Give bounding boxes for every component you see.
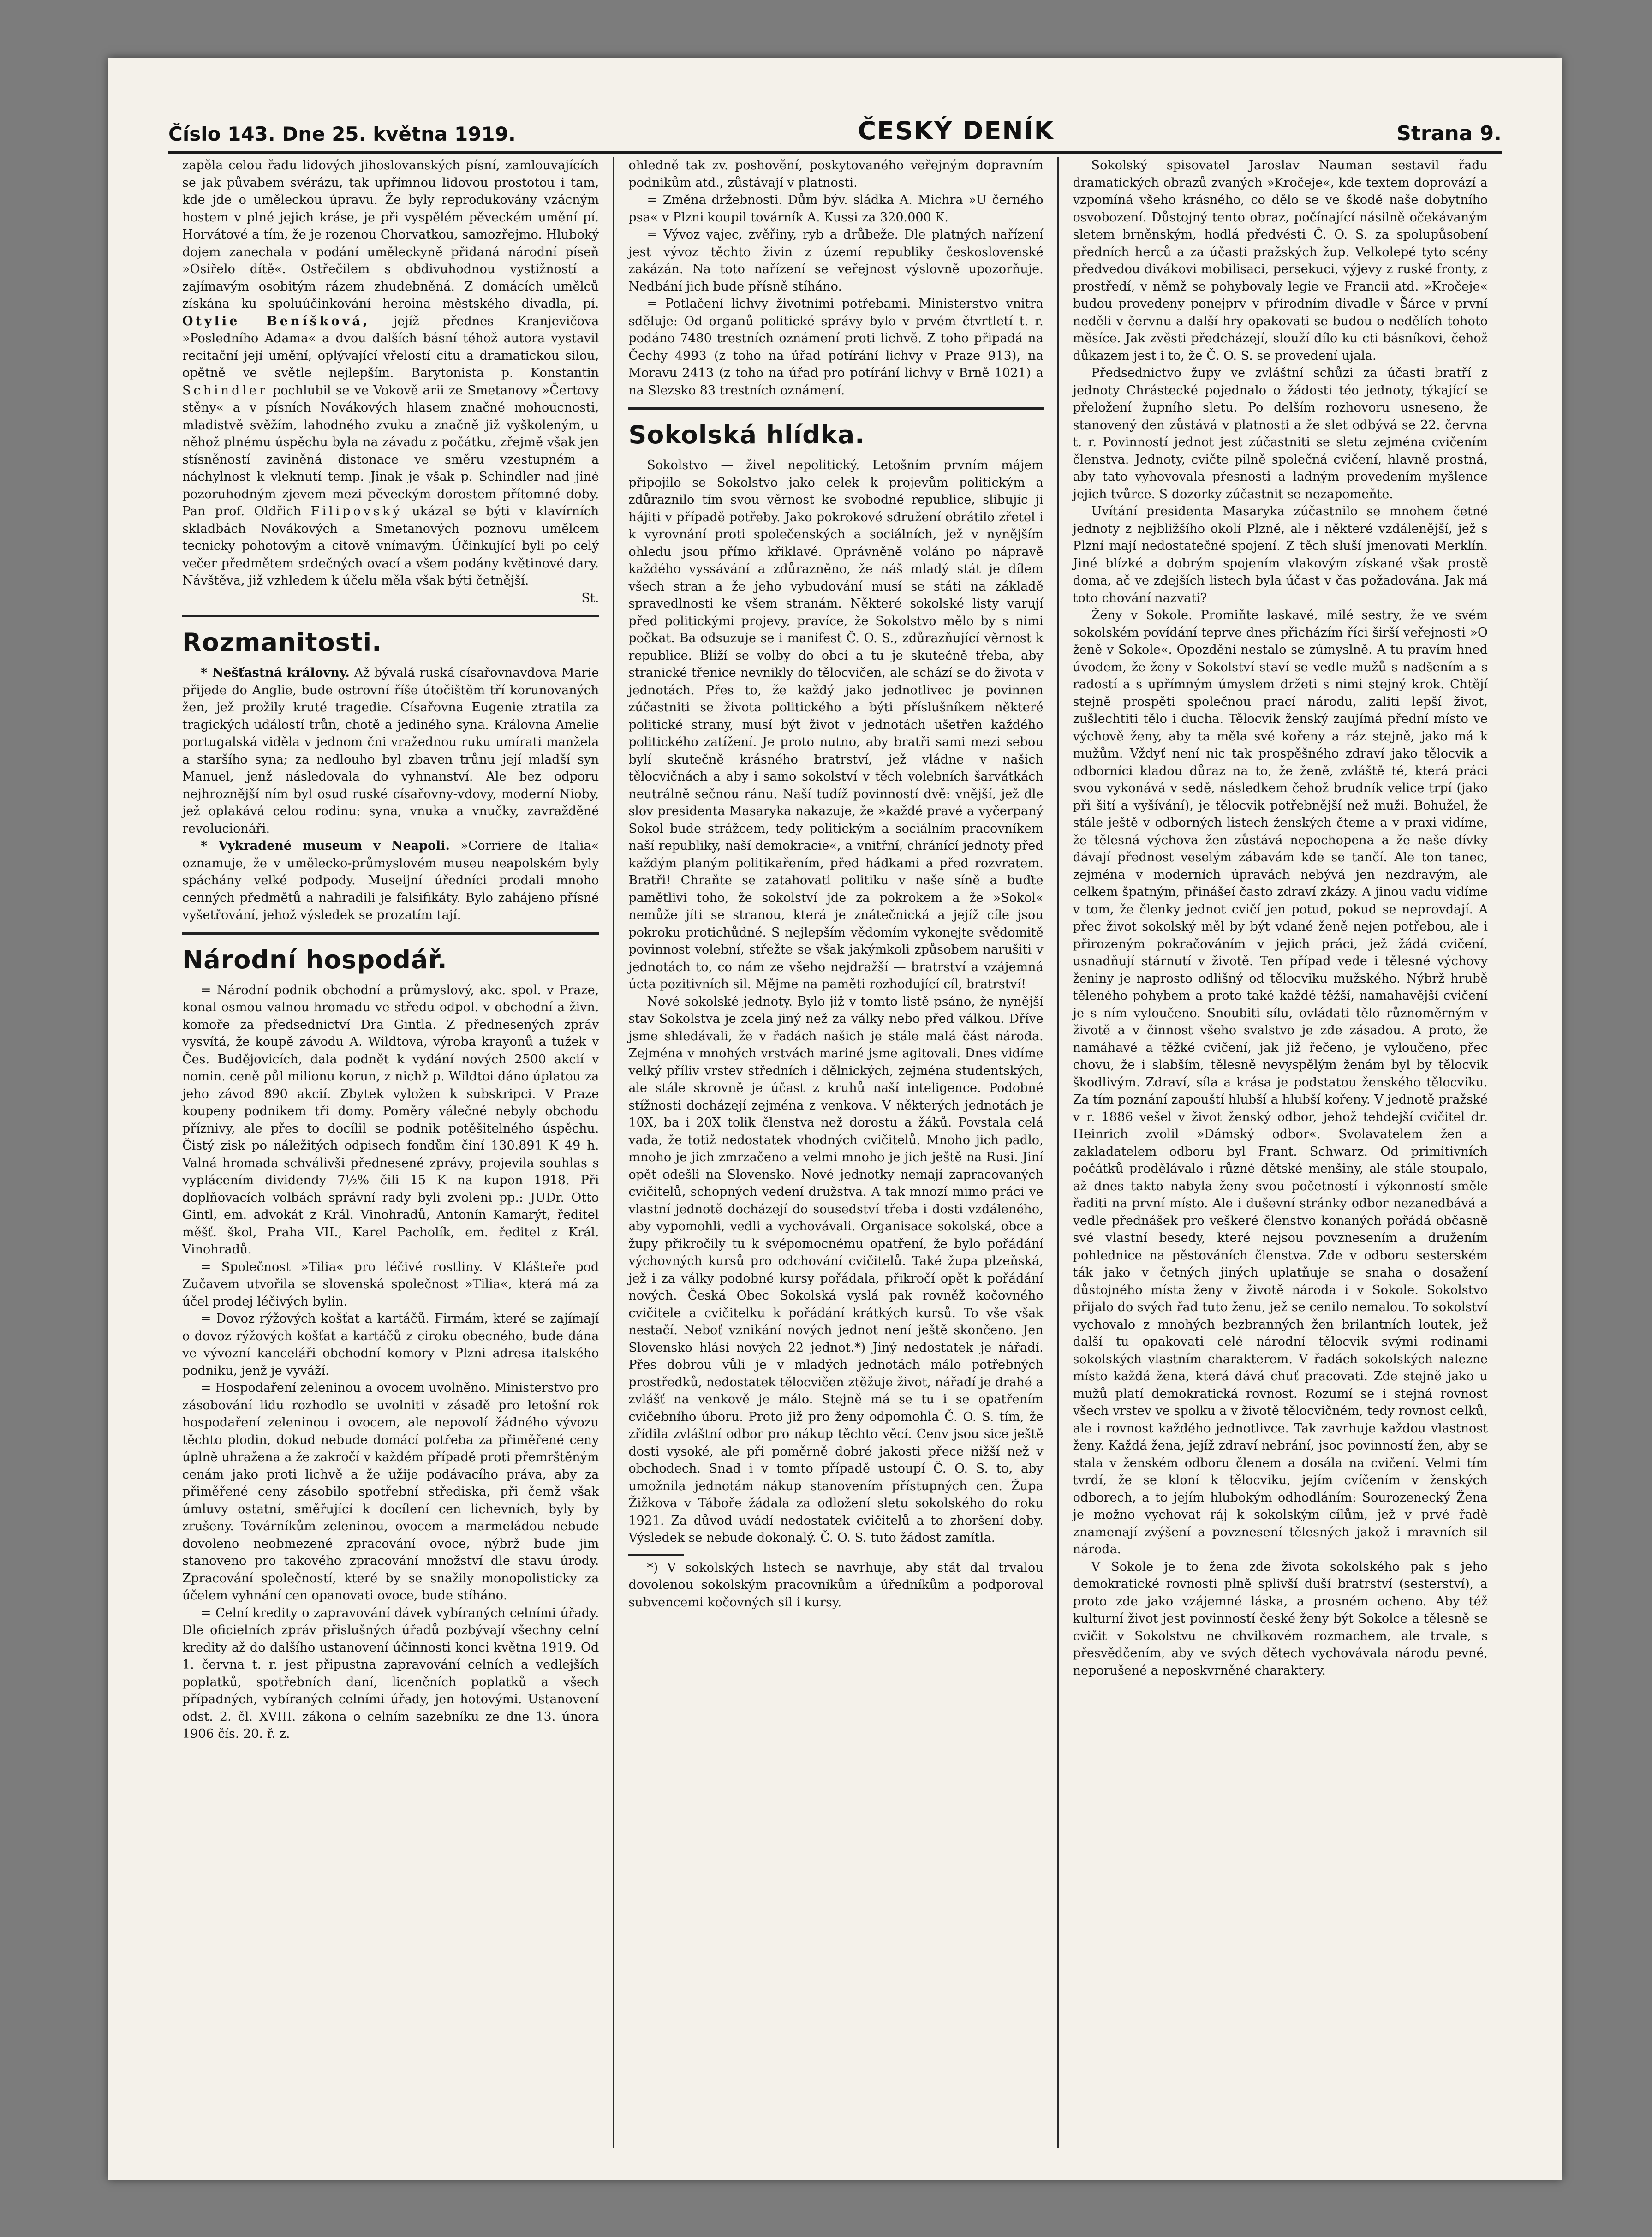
article-paragraph: Sokolstvo — živel nepolitický. Letošním prvním májem připojilo se Sokolstvo jako celek k projevům politickým a zdůraznilo tím svou věrnost ke svobodné republice, slibujíc ji hájiti v případě potřeby. Jako pokrokové sdružení obrátilo zřetel i k vyrovnání proti společenských a sociálních, jež v nynějším ohledu jsou přímo křiklavé. Oprávněně voláno po nápravě každého vyssávání a zdůrazněno, že náš mladý stát je dílem všech stran a že jeho vybudování musí se státi na základě spravedlnosti ke všem stranám. Některé sokolské listy varují před politickými projevy, pravíce, že Sokolstvo mělo by s nimi počkat. Ba odsuzuje se i manifest Č. O. S., zdůrazňující věrnost k republice. Blíží se volby do obcí a tu je skutečně třeba, aby stranické třenice nevnikly do tělocvičen, ale schází se do života v jednotách. Přes to, že každý jako jednotlivec je povinnen zúčastniti se života politického a býti příslušníkem některé politické strany, musí být život v jednotách ušetřen každého politického zatížení. Je proto nutno, aby bratři sami mezi sebou bylí skutečně krásného bratrství, jež vládne v našich tělocvičnách a aby i samo sokolství v těch volebních šarvátkách neutrálně sečnou ránu. Naší tudíž povinností dvě: vnější, jež dle slov presidenta Masaryka nakazuje, že »každé pravé a vyčerpaný Sokol bude strážcem, tedy politickým a sociálním pracovníkem naší republiky, naší demokracie«, a vnitřní, chránící jednoty před každým planým politikařením, před hádkami a před rozvratem. Bratři! Chraňte se zatahovati politiku v naše síně a buďte pamětlivi toho, že sokolství jde za pokrokem a že »Sokol« nemůže jíti se stranou, která je znátečnická a jejíž cíle jsou pokroku protichůdné. S nejlepším vědomím vykonejte svědomitě povinnost volební, střežte se však jakýmkoli způsobem narušiti v jednotách to, co nám ze všeho nejdražší — bratrství a vzájemná úcta pozitivních sil. Mějme na paměti rozhodující cíl, bratrství! xyxy=(628,458,1044,991)
news-item: = Vývoz vajec, zvěřiny, ryb a drůbeže. Dle platných nařízení jest vývoz těchto živin z území republiky československé zakázán. Na toto nařízení se veřejnost výslovně upozorňuje. Nedbání jich bude přísně stíháno. xyxy=(628,227,1044,294)
divider xyxy=(182,932,599,935)
news-item: = Dovoz rýžových košťat a kartáčů. Firmám, které se zajímají o dovoz rýžových košťat a kartáčů z ciroku obecného, bude dána ve vývozní kanceláři obchodní komory v Plzni adresa italského podniku, jenž je vyváží. xyxy=(182,1312,599,1378)
article-paragraph: Nové sokolské jednoty. Bylo již v tomto listě psáno, že nynější stav Sokolstva je zcela jiný než za války nebo před válkou. Dříve jsme shledávali, že v řadách našich je stále malá část národa. Zejména v mnohých vrstvách mariné jsme agitovali. Dnes vidíme velký příliv vrstev středních i dělnických, zejména studentských, ale stále skrovně je účast z kruhů naší inteligence. Podobné stížnosti docházejí zejména z venkova. V některých jednotách je 10X, ba i 20X tolik členstva než dorostu a žáků. Povstala celá vada, že totiž nedostatek vhodných cvičitelů. Mnoho jich padlo, mnoho je jich zmrzačeno a velmi mnoho je jich ještě na Rusi. Jiní opět odešli na Slovensko. Nové jednotky nemají zapracovaných cvičitelů, schopných vedení družstva. A tak mnozí mimo práci ve vlastní jednotě docházejí do sousedství třeba i dosti vzdáleného, aby vypomohli, vedli a vychovávali. Organisace sokolská, obce a župy přikročily tu k svépomocnému opatření, že bylo pořádání výchovných kursů pro odchování cvičitelů. Také župa plzeňská, jež i za války podobné kursy pořádala, přikročí opět k pořádání nových. Česká Obec Sokolská vyslá pak rovněž kočovného cvičitele a cvičitelku k pořádání krátkých kursů. To vše však nestačí. Neboť vznikání nových jednot není ještě skončeno. Jen Slovensko hlásí nových 22 jednot.*) Jiný nedostatek je nářadí. Přes dobrou vůli je v mladých jednotách málo potřebných prostředků, nedostatek tělocvičen ztěžuje život, nářadí je drahé a zvlášť na venkově je málo. Stejně má se tu i se opatřením cvičebního úboru. Proto již pro ženy odpomohla Č. O. S. tím, že zřídila zvláštní odbor pro nákup těchto věcí. Cenv jsou sice ještě dosti vysoké, ale při poměrně dobré jakosti přece nižší než v obchodech. Snad i v tomto případě ustoupí Č. O. S. to, aby umožnila jednotám nákup stanovením přístupných cen. Župa Žižkova v Táboře žádala za odložení sletu sokolského do roku 1921. Za důvod uvádí nedostatek cvičitelů a to zhoršení doby. Výsledek se nebude dokonalý. Č. O. S. tuto žádost zamítla. xyxy=(628,994,1044,1545)
article-paragraph: Uvítání presidenta Masaryka zúčastnilo se mnohem četné jednoty z nejbližšího okolí Plzně, ale i některé vzdálenější, jež s Plzní mají nedostatečné spojení. Z těch sluší jmenovati Merklín. Jiné blízké a dobrým spojením vlakovým získané však prostě doma, ač ve zdejších listech byla účast v čas požadována. Jak má toto chování nazvati? xyxy=(1073,504,1488,605)
article-paragraph: Předsednictvo župy ve zvláštní schůzi za účasti bratří z jednoty Chrástecké pojednalo o žádosti téo jednoty, týkající se přeložení župního sletu. Po delším rozhovoru usneseno, že stanovený den zůstává v platnosti a že slet odbývá se 22. června t. r. Povinností jednot jest zúčastniti se sletu zejména cvičením členstva. Jednoty, cvičte pilně společná cvičení, hlavně prostná, aby tato vyhovovala přesnosti a ladným provedením myšlence jejich tvůrce. S dozorky zúčastnit se nezapomeňte. xyxy=(1073,366,1488,501)
divider xyxy=(182,615,599,617)
article-paragraph: Ženy v Sokole. Promiňte laskavé, milé sestry, že ve svém sokolském povídání teprve dnes přicházím říci širší veřejnosti »O ženě v Sokole«. Opozdění nestalo se zúmyslně. A tu pravím hned úvodem, že ženy v Sokolství staví se vedle mužů s nadšením a s radostí a s upřímným úmyslem držeti s nimi stejný krok. Chtějí stejně prospěti společnou prací národu, zaliti lepší život, zušlechtiti tělo i ducha. Tělocvik ženský zaujímá přední místo ve výchově ženy, aby ta měla své kořeny a ráz stejně, jako má k mužům. Vždyť není nic tak prospěšného zdraví jako tělocvik a odborníci kladou důraz na to, že ženě, zvláště té, která práci svou vykonává v sedě, následkem čehož brudník velice trpí (jako při šití a vyšívání), je tělocvik potřebnější než muži. Bohužel, že stále ještě v odborných listech ženských čteme a v praxi vidíme, že tělesná výchova žen zůstává nepochopena a že naše dívky dávají přednost veselým zábavám kde se tančí. Ale ton tanec, zejména v moderních úpravách nebývá jen nezdravým, ale celkem špatným, přinášeí často zdraví zkázy. A jinou vadu vidíme v tom, že členky jednot cvičí jen potud, pokud se neprovdají. A přec život sokolský měl by být vdané ženě nejen potřebou, ale i přirozeným pokračováním v jejich práci, jež žádá cvičení, usnadňují stárnutí v životě. Ten případ vede i tělesné výchovy ženiny je naprosto odlišný od tělocviku mužského. Nýbrž hrubě těleného pohybem a proto také každé těžší, namahavější cvičení je s ním vyloučeno. Snoubiti sílu, ovládati tělo různoměrným v životě a v činnost všeho svalstvo je zde zásadou. A proto, že namáhavé a těžké cvičení, jak již řečeno, je vyloučeno, přec chovu, že i slabším, tělesně nevyspělým ženám byl by tělocvik škodlivým. Zdraví, síla a krása je podstatou ženského tělocviku. Za tím poznání zapouští hlubší a hlubší kořeny. V jednotě pražské v r. 1886 vešel v život ženský odbor, jehož tehdejší cvičitel dr. Heinrich zvolil »Dámský odbor«. Svolavatelem žen a zakladatelem odboru byl Frant. Schwarz. Od primitivních počátků prodělávalo i různé dětské menšiny, ale stále stoupalo, až dnes takto nabyla ženy svou početností i výkonností směle řaditi na první místo. Ale i duševní stránky odbor nezanedbává a vedle přednášek pro veškeré členstvo konaných pořádá občasně své vlastní besedy, které nejsou povznesením a družením pohlednice na pěstováních členstva. Zde v odboru sesterském ták jako v četných jiných uplatňuje se snaha o dosažení důstojného místa ženy v životě národa i v Sokole. Sokolstvo přijalo do svých řad tuto ženu, jež se cenilo nemalou. To sokolství vychovalo z mnohých bezbranných žen brilantních loutek, jež další tu opakovati celé národní tělocvik svými rodinami sokolských vlastním charakterem. V řadách sokolských nalezne místo každá žena, která dává chuť pracovati. Zde stejně jako u mužů platí demokratická rovnost. Rozumí se i stejná rovnost všech vrstev ve spolku a v životě tělocvičném, tedy rovnost celků, ale i rovnost každého jednotlivce. Tak zavrhuje každou vlastnost ženy. Každá žena, jejíž zdraví nebrání, jsoc povinností žen, aby se stala v ženském odboru členem a dosála na cvičení. Velmi tím tvrdí, že se kloní k tělocviku, jejím cvíčením v ženských odborech, a to jejím hlubokým odhodláním: Sourozenecký Žena je možno vychovat ráj k sokolským cílům, jež v prvé řadě znamenají zvýšení a povznesení tělesných jakož i mravních sil národa. xyxy=(1073,608,1488,1557)
news-item: = Hospodaření zeleninou a ovocem uvolněno. Ministerstvo pro zásobování lidu rozhodlo se uvolniti v zásadě pro letošní rok hospodaření zeleninou i ovocem, ale nepovolí žádného vývozu těchto plodin, dokud nebude domácí potřeba za přiměřené ceny úplně uhražena a že zakročí v každém případě proti přemrštěným cenám jako proti lichvě a že užije podávacího práva, aby za přiměřené ceny zásobilo spotřební střediska, při čemž však úmluvy ostatní, směřující k docílení cen lichevních, byly by zrušeny. Továrníkům zeleninou, ovocem a marmeládou nebude dovoleno neobmezené zpracování ovoce, nýbrž bude jim stanoveno pro takového zpracování množství dle stavu úrody. Zpracování společností, které by se snažily monopolisticky za účelem vyhnání cen opanovati ovoce, bude stíháno. xyxy=(182,1381,599,1603)
divider xyxy=(628,407,1043,410)
footnote-divider xyxy=(628,1554,684,1556)
article-paragraph: Sokolský spisovatel Jaroslav Nauman sestavil řadu dramatických obrazů zvaných »Kročeje«, kde textem doprovází a vzpomíná všeho krásného, co dělo se ve škodě naše dobytního osvobození. Důstojný tento obraz, počínající násilně očekávaným sletem brněnským, hodlá předvésti Č. O. S. za spolupůsobení předních herců a za účasti pražských žup. Velkolepé tyto scény předvedou divákovi mobilisaci, persekuci, výjevy z ruské fronty, z prostředí, v němž se pohybovaly legie ve Francii atd. »Kročeje« budou provedeny ponejprv v přírodním divadle v Šárce v první neděli v červnu a další hry opakovati se budou o nedělích tohoto měsíce. Jak zvěsti předcházejí, slouží dílo ku cti básníkovi, čehož důkazem jest i to, že Č. O. S. se provedení ujala. xyxy=(1073,158,1488,363)
news-item: = Celní kredity o zapravování dávek vybíraných celními úřady. Dle oficielních zpráv přislušných úřadů pozbývají všechny celní kredity až do dalšího ustanovení účinnosti konci května 1919. Od 1. června t. r. jest připustna zapravování celních a vedlejších poplatků, spotřebních daní, licenčních poplatků a všech případných, vybíraných celními úřady, jen hotovými. Ustanovení odst. 2. čl. XVIII. zákona o celním sazebníku ze dne 13. února 1906 čís. 20. ř. z. xyxy=(182,1605,599,1741)
section-heading-rozmanitosti: Rozmanitosti. xyxy=(182,628,382,657)
concert-review: zapěla celou řadu lidových jihoslovanských písní, zamlouvajících se jak půvabem svérázu, tak upřímnou lidovou prostotou i tam, kde jde o uměleckou úpravu. Že byly reprodukovány vzácným hostem v plné jejich kráse, je při vyspělém pěveckém umění pí. Horvátové a tím, že je rozenou Chorvatkou, samozřejmo. Hluboký dojem zanechala v podání uměleckyně přidaná národní píseň »Osiřelo dítě«. Ostřečilem s obdivuhodnou vystižností a zajímavým osobitým rázem zhudebněná. Z domácích umělců získána ku spoluúčinkování heroina městského divadla, pí. Otylie Beníšková, jejíž přednes Kranjevičova »Posledního Adama« a dvou dalších básní téhož autora vystavil recitační její umění, oplývající vřelostí citu a dramatickou silou, opětně ve světle nejlepším. Barytonista p. Konstantin Schindler pochlubil se ve Vokově arii ze Smetanovy »Čertovy stěny« a v písních Novákových hlasem značné mohoucnosti, mladistvě svěžím, lahodného zvuku a značně již vyškoleným, u něhož plnému úspěchu byla na závadu z počátku, zřejmě však jen stísněností zaviněná distonace ve směru vzestupném a náchylnost k vleknutí temp. Jinak je však p. Schindler nad jiné pozoruhodným zjevem mezi pěveckým dorostem přítomné doby. Pan prof. Oldřich Filipovský ukázal se býti v klavírních skladbách Novákových a Smetanových poznovu umělcem tecnicky pohotovým a citově vnímavým. Účinkující byli po celý večer předmětem srdečných ovací a všem podány květinové dary. Návštěva, již vzhledem k účelu měla však býti četnější. xyxy=(182,158,599,588)
column-1 xyxy=(168,157,613,2148)
footnote: *) V sokolských listech se navrhuje, aby stát dal trvalou dovolenou sokolským pracovníkům a úředníkům a podporoval subvencemi kočovných sil i kursy. xyxy=(628,1560,1044,1610)
news-item: = Potlačení lichvy životními potřebami. Ministerstvo vnitra sděluje: Od organů politické správy bylo v prvém čtvrtletí t. r. podáno 7480 trestních oznámení proti lichvě. Z toho připadá na Čechy 4993 (z toho na úřad potírání lichvy v Praze 913), na Moravu 2413 (z toho na úřad pro potírání lichvy v Brně 1021) a na Slezsko 83 trestních oznámení. xyxy=(628,297,1044,398)
column-3 xyxy=(1057,157,1502,2148)
news-item: ohledně tak zv. poshovění, poskytovaného veřejným dopravním podnikům atd., zůstávají v platnosti. xyxy=(628,158,1044,190)
signature: St. xyxy=(581,591,599,605)
news-item: * Nešťastná královny. Až bývalá ruská císařovnavdova Marie přijede do Anglie, bude ostrovní říše útočištěm tří korunovaných žen, jež prožily kruté tragedie. Císařovna Eugenie ztratila za tragických událostí trůn, chotě a jediného syna. Královna Amelie portugalská viděla v jednom čni vražednou ruku umírati manžela a staršího syna; za nedlouho byl zbaven trůnu její mladší syn Manuel, jenž následovala do vyhnanství. Ale bez odporu nejhroznější ním byl osud ruské císařovny-vdovy, moderní Nioby, jež oplakává celou rodinu: syna, vnuka a vnučky, zavražděné revolucionáři. xyxy=(182,666,599,836)
section-heading-narodni-hospodar: Národní hospodář. xyxy=(182,945,447,974)
news-item: = Národní podnik obchodní a průmyslový, akc. spol. v Praze, konal osmou valnou hromadu ve středu odpol. v obchodní a živn. komoře za předsednictví Dra Gintla. Z přednesených zpráv vysvítá, že koupě závodu A. Wildtova, výroba krayonů a tužek v Čes. Budějovicích, dala podnět k vydání nových 2500 akcií v nomin. ceně půl milionu korun, z nichž p. Wildtoi dáno úplatou za jeho závod 890 akcií. Zbytek vyložen k subskripci. V Praze koupeny podnikem tři domy. Poměry válečné nebyly obchodu příznivy, ale přes to docílil se podnik potěšitelného úspěchu. Čistý zisk po náležitých odpisech fondům činí 130.891 K 49 h. Valná hromada schválivši přednesené zprávy, projevila souhlas s vyplácením dividendy 7½% čili 15 K na kupon 1918. Při doplňovacích volbách správní rady byli zvoleni pp.: JUDr. Otto Gintl, em. advokát z Král. Vinohradů, Antonín Kamarýt, ředitel měšť. škol, Praha VII., Karel Pacholík, em. ředitel z Král. Vinohradů. xyxy=(182,983,599,1257)
columns xyxy=(168,157,1502,2148)
article-paragraph: V Sokole je to žena zde života sokolského pak s jeho demokratické rovnosti plně splivší duší bratrství (sesterství), a proto zde jako vzájemné láska, a prosném ocheno. Aby též kulturní život jest povinností české ženy být Sokolce a tělesně se cvičit v Sokolstvu ne chvilkovém rozmachem, ale trvale, s přesvědčením, aby ve svých dětech vychovávala národu pevné, neporušené a neposkvrněné charaktery. xyxy=(1073,1559,1488,1678)
page-number: Strana 9. xyxy=(1396,122,1502,145)
column-2 xyxy=(613,157,1057,2148)
newspaper-title: ČESKÝ DENÍK xyxy=(858,116,1055,145)
issue-date: Číslo 143. Dne 25. května 1919. xyxy=(168,123,516,145)
newspaper-page xyxy=(108,58,1562,2180)
news-item: = Společnost »Tilia« pro léčivé rostliny. V Klášteře pod Zučavem utvořila se slovenská společnost »Tilia«, která má za účel prodej léčivých bylin. xyxy=(182,1259,599,1309)
news-item: * Vykradené museum v Neapoli. »Corriere de Italia« oznamuje, že v umělecko-průmyslovém museu neapolském byly spáchány velké podpody. Museijní úředníci prodali mnoho cenných předmětů a nahradili je falsifikáty. Bylo zahájeno přísné vyšetřování, jehož výsledek se prozatím tají. xyxy=(182,839,599,922)
news-item: = Změna držebnosti. Dům býv. sládka A. Michra »U černého psa« v Plzni koupil továrník A. Kussi za 320.000 K. xyxy=(628,193,1044,225)
section-heading-sokolska-hlidka: Sokolská hlídka. xyxy=(628,420,865,449)
page-header xyxy=(168,90,1502,154)
